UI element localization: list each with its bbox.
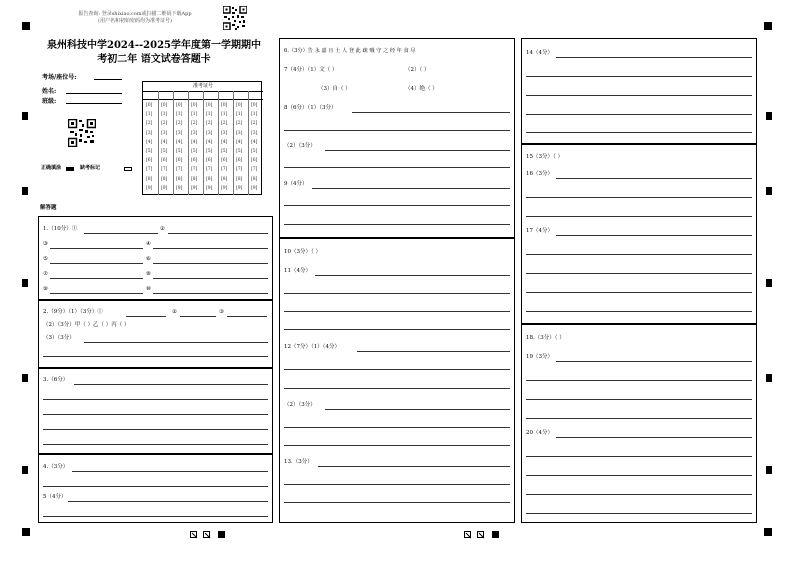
q12-part2-line[interactable] [284,445,510,446]
exam-id-bubble[interactable]: [4] [221,139,228,145]
exam-id-bubble[interactable]: [0] [146,103,153,108]
q6-label: 6.（3分）告 永 嘉 且 士 人 登 此 疏 贼 守 之 经 年 食 尽 [284,48,416,54]
absent-mark-box[interactable] [124,167,132,171]
q11-line[interactable] [284,311,510,312]
q9-line[interactable] [312,188,510,189]
exam-id-bubble[interactable]: [9] [236,185,243,191]
exam-id-bubble[interactable]: [4] [191,139,198,145]
seat-label: 考场/座位号: [42,74,77,81]
exam-id-bubble[interactable]: [9] [176,185,183,191]
registration-mark [22,528,30,536]
q13-line[interactable] [284,484,510,485]
q2-part1-blank1[interactable] [126,316,166,317]
q12-label: 12（7分）（1）（4分） [284,344,340,350]
correct-fill-label: 正确填涂 [41,165,62,171]
page-marker [218,531,225,538]
exam-id-bubble[interactable]: [3] [206,130,213,136]
exam-id-bubble[interactable]: [9] [191,185,198,191]
exam-id-bubble[interactable]: [7] [146,167,153,173]
exam-id-bubble[interactable]: [0] [191,103,198,108]
q1-blank-7-label: ⑦ [43,271,48,277]
exam-id-bubble[interactable]: [7] [236,167,243,173]
registration-mark [764,528,772,536]
exam-id-bubble[interactable]: [4] [236,139,243,145]
exam-id-bubble[interactable]: [8] [146,176,153,182]
q8-part2-label: （2）（3分） [284,143,316,149]
title-line1: 泉州科技中学2024--2025学年度第一学期期中 [47,40,261,51]
q20-line[interactable] [526,513,752,514]
q1-blank-4[interactable] [153,248,268,249]
registration-mark [764,22,772,30]
exam-id-bubble[interactable]: [9] [206,185,213,191]
exam-id-bubble[interactable]: [6] [206,158,213,164]
exam-id-bubble[interactable]: [4] [206,139,213,145]
q2-part3-line[interactable] [43,356,268,357]
exam-id-column-divider [188,91,189,195]
exam-id-bubble[interactable]: [5] [206,149,213,154]
exam-id-bubble[interactable]: [9] [161,185,168,191]
timing-mark [766,187,772,195]
exam-id-bubble[interactable]: [3] [221,130,228,136]
q11-line[interactable] [284,293,510,294]
q4-5-box [38,454,273,523]
q10-13-box [279,238,515,523]
exam-id-bubble[interactable]: [2] [251,121,258,127]
q16-label: 16（3分） [526,171,553,177]
exam-id-bubble[interactable]: [1] [161,112,168,118]
q8-line[interactable] [352,112,510,113]
exam-id-bubble[interactable]: [1] [176,112,183,118]
exam-id-column-divider [248,91,249,195]
q2-part1-label2: ② [172,309,177,315]
absent-mark-label: 缺考标记 [80,165,101,171]
q4-label: 4.（3分） [43,464,69,470]
q3-box [38,368,273,454]
exam-id-column-divider [233,91,234,195]
q20-line[interactable] [526,456,752,457]
q1-blank-2-label: ② [160,226,165,232]
q12-line[interactable] [357,351,510,352]
exam-id-bubble[interactable]: [6] [236,158,243,164]
exam-id-bubble[interactable]: [3] [176,130,183,136]
q17-line[interactable] [526,292,752,293]
report-query-line2: (用户名和初始密码均为准考证号) [98,18,172,24]
report-query-note [60,11,210,25]
q1-blank-10-label: ⑩ [146,286,151,292]
q3-line[interactable] [43,414,268,415]
q7-part4: （4）绝（ ） [405,86,438,92]
exam-id-bubble[interactable]: [4] [161,139,168,145]
exam-id-bubble[interactable]: [1] [206,112,213,118]
exam-id-bubble[interactable]: [0] [221,103,228,108]
exam-id-bubble[interactable]: [8] [251,176,258,182]
exam-id-bubble[interactable]: [3] [146,130,153,136]
q12-line[interactable] [284,388,510,389]
exam-id-bubble[interactable]: [4] [251,139,258,145]
q14-line[interactable] [526,132,752,133]
title-line2: 考初二年 语文试卷答题卡 [97,54,211,65]
exam-id-bubble[interactable]: [7] [221,167,228,173]
exam-id-bubble[interactable]: [8] [191,176,198,182]
q14-box [521,38,757,144]
q9-line[interactable] [284,224,510,225]
q1-blank-1-label: 1.（10分）① [43,226,78,232]
exam-id-column-divider [173,91,174,195]
q1-blank-9[interactable] [50,293,143,294]
exam-id-bubble[interactable]: [0] [176,103,183,108]
exam-id-title: 准考证号 [192,83,213,89]
exam-id-bubble[interactable]: [6] [146,158,153,164]
exam-id-bubble[interactable]: [1] [146,112,153,118]
q11-line[interactable] [315,275,510,276]
exam-id-bubble[interactable]: [5] [236,149,243,154]
exam-id-bubble[interactable]: [5] [191,149,198,154]
class-field[interactable] [66,103,122,104]
page-marker [190,531,197,538]
q1-blank-5[interactable] [50,263,143,264]
exam-id-bubble[interactable]: [7] [161,167,168,173]
exam-id-bubble[interactable]: [6] [176,158,183,164]
q10-label: 10（3分）（ ） [284,249,321,255]
timing-mark [22,187,28,195]
exam-id-bubble[interactable]: [2] [191,121,198,127]
exam-id-bubble[interactable]: [6] [221,158,228,164]
q3-line[interactable] [43,444,268,445]
exam-id-bubble[interactable]: [5] [146,149,153,154]
report-query-line1: 报告查询: 登录shixiao.com或扫描二维码下载App [78,11,192,17]
timing-mark [22,279,28,287]
q1-blank-1[interactable] [84,233,158,234]
page-marker [464,531,471,538]
exam-id-bubble[interactable]: [2] [161,121,168,127]
q12-line[interactable] [284,369,510,370]
exam-id-bubble[interactable]: [8] [236,176,243,182]
q20-line[interactable] [526,475,752,476]
q14-line[interactable] [526,95,752,96]
q1-blank-4-label: ④ [146,241,151,247]
q2-part1-label: 2.（9分）（1）（3分）① [43,309,103,315]
timing-mark [22,466,28,474]
top-qr-code [223,6,247,30]
exam-id-bubble[interactable]: [5] [251,149,258,154]
q12-part2-line[interactable] [325,409,510,410]
q7-part3: （3）自（ ） [318,86,351,92]
exam-id-bubble[interactable]: [5] [161,149,168,154]
exam-id-bubble[interactable]: [8] [176,176,183,182]
exam-id-bubble[interactable]: [2] [176,121,183,127]
q19-label: 19（3分） [526,354,553,360]
q2-part1-label3: ③ [219,309,224,315]
section-label: 解答题 [40,205,57,211]
q1-blank-5-label: ⑤ [43,256,48,262]
exam-id-bubble[interactable]: [1] [191,112,198,118]
q16-line[interactable] [556,178,752,179]
exam-id-bubble[interactable]: [3] [161,130,168,136]
q4-line[interactable] [72,471,268,472]
q13-line[interactable] [318,466,510,467]
q14-line[interactable] [526,114,752,115]
q1-blank-10[interactable] [153,293,268,294]
q15-label: 15（3分）（ ） [526,154,563,160]
q1-blank-3[interactable] [50,248,143,249]
q1-blank-2[interactable] [168,233,268,234]
exam-id-bubble[interactable]: [6] [251,158,258,164]
q17-line[interactable] [526,311,752,312]
q14-line[interactable] [556,57,752,58]
name-label: 姓名: [42,88,57,95]
timing-mark [22,374,28,382]
timing-mark [766,466,772,474]
q11-label: 11（4分） [284,268,311,274]
q17-label: 17（4分） [526,228,553,234]
seat-field[interactable] [94,79,122,80]
q15-17-box [521,144,757,324]
page-title [36,39,272,67]
exam-id-bubble[interactable]: [0] [251,103,258,108]
q5-label: 5（4分） [43,494,67,500]
exam-id-column-divider [158,91,159,195]
class-label: 班级: [42,98,57,105]
q20-label: 20（4分） [526,430,553,436]
exam-id-bubble[interactable]: [3] [236,130,243,136]
exam-id-bubble[interactable]: [5] [176,149,183,154]
q14-label: 14（4分） [526,50,553,56]
exam-id-bubble[interactable]: [6] [161,158,168,164]
exam-id-bubble[interactable]: [7] [251,167,258,173]
q8-line[interactable] [284,130,510,131]
q1-blank-7[interactable] [50,278,143,279]
q8-label: 8（6分）（1）（3分） [284,105,337,111]
exam-id-bubble[interactable]: [1] [251,112,258,118]
exam-id-column-divider [218,91,219,195]
q12-part2-line[interactable] [284,427,510,428]
exam-id-bubble[interactable]: [9] [251,185,258,191]
q9-line[interactable] [284,205,510,206]
q16-line[interactable] [526,216,752,217]
correct-fill-sample [66,167,74,171]
q1-blank-6-label: ⑥ [146,256,151,262]
q2-part2: （2）（3分）甲（ ）乙（ ）丙（ ） [43,322,130,328]
q19-line[interactable] [526,399,752,400]
q7-part1: 7（4分）（1）文（ ） [284,67,338,73]
q17-line[interactable] [556,235,752,236]
exam-id-bubble[interactable]: [8] [206,176,213,182]
exam-id-bubble[interactable]: [1] [221,112,228,118]
q2-part1-blank3[interactable] [227,316,267,317]
registration-mark [22,22,30,30]
name-field[interactable] [66,93,122,94]
q13-line[interactable] [284,502,510,503]
exam-id-bubble[interactable]: [3] [251,130,258,136]
q16-line[interactable] [526,197,752,198]
q2-part3-line[interactable] [84,342,268,343]
q17-line[interactable] [526,273,752,274]
q8-part2-line[interactable] [284,167,510,168]
q5-line[interactable] [68,501,268,502]
exam-id-bubble[interactable]: [6] [191,158,198,164]
page-marker [203,531,210,538]
q20-line[interactable] [526,494,752,495]
q1-blank-8-label: ⑧ [146,271,151,277]
exam-id-bubble[interactable]: [0] [236,103,243,108]
exam-id-bubble[interactable]: [4] [146,139,153,145]
q12-part2-label: （2）（3分） [284,402,316,408]
exam-id-bubble[interactable]: [7] [176,167,183,173]
exam-id-bubble[interactable]: [7] [191,167,198,173]
q7-part2: （2）（ ） [405,67,430,73]
q1-blank-9-label: ⑨ [43,286,48,292]
q20-line[interactable] [556,437,752,438]
q1-blank-8[interactable] [153,278,268,279]
exam-id-bubble[interactable]: [9] [221,185,228,191]
q2-part3-label: （3）（3分） [43,335,75,341]
exam-id-bubble[interactable]: [8] [161,176,168,182]
q1-blank-3-label: ③ [43,241,48,247]
q8-part2-line[interactable] [325,150,510,151]
q19-line[interactable] [556,361,752,362]
q5-line[interactable] [43,516,268,517]
exam-id-bubble[interactable]: [0] [206,103,213,108]
q17-line[interactable] [526,254,752,255]
exam-id-bubble[interactable]: [9] [146,185,153,191]
timing-mark [766,279,772,287]
q4-line[interactable] [43,486,268,487]
exam-id-bubble[interactable]: [2] [146,121,153,127]
page-marker [492,531,499,538]
exam-id-bubble[interactable]: [2] [206,121,213,127]
page-marker [477,531,484,538]
exam-id-column-divider [203,91,204,195]
timing-mark [22,112,28,120]
q13-label: 13.（3分） [284,459,313,465]
exam-id-bubble[interactable]: [0] [161,103,168,108]
timing-mark [766,112,772,120]
q9-label: 9（4分） [284,181,308,187]
q11-line[interactable] [284,329,510,330]
exam-id-bubble[interactable]: [2] [236,121,243,127]
exam-id-bubble[interactable]: [7] [206,167,213,173]
student-qr-code [68,119,96,147]
exam-id-bubble[interactable]: [1] [236,112,243,118]
q3-label: 3.（6分） [43,377,69,383]
q19-line[interactable] [526,418,752,419]
exam-id-bubble[interactable]: [3] [191,130,198,136]
exam-id-bubble[interactable]: [4] [176,139,183,145]
exam-id-bubble[interactable]: [5] [221,149,228,154]
exam-id-bubble[interactable]: [2] [221,121,228,127]
timing-mark [766,374,772,382]
q18-label: 18.（3分）（ ） [526,335,565,341]
q1-blank-6[interactable] [153,263,268,264]
exam-id-grid [142,81,262,195]
q19-line[interactable] [526,380,752,381]
q14-line[interactable] [526,76,752,77]
exam-id-bubble[interactable]: [8] [221,176,228,182]
q3-line[interactable] [74,384,268,385]
q3-line[interactable] [43,399,268,400]
q3-line[interactable] [43,429,268,430]
q2-part1-blank2[interactable] [180,316,216,317]
